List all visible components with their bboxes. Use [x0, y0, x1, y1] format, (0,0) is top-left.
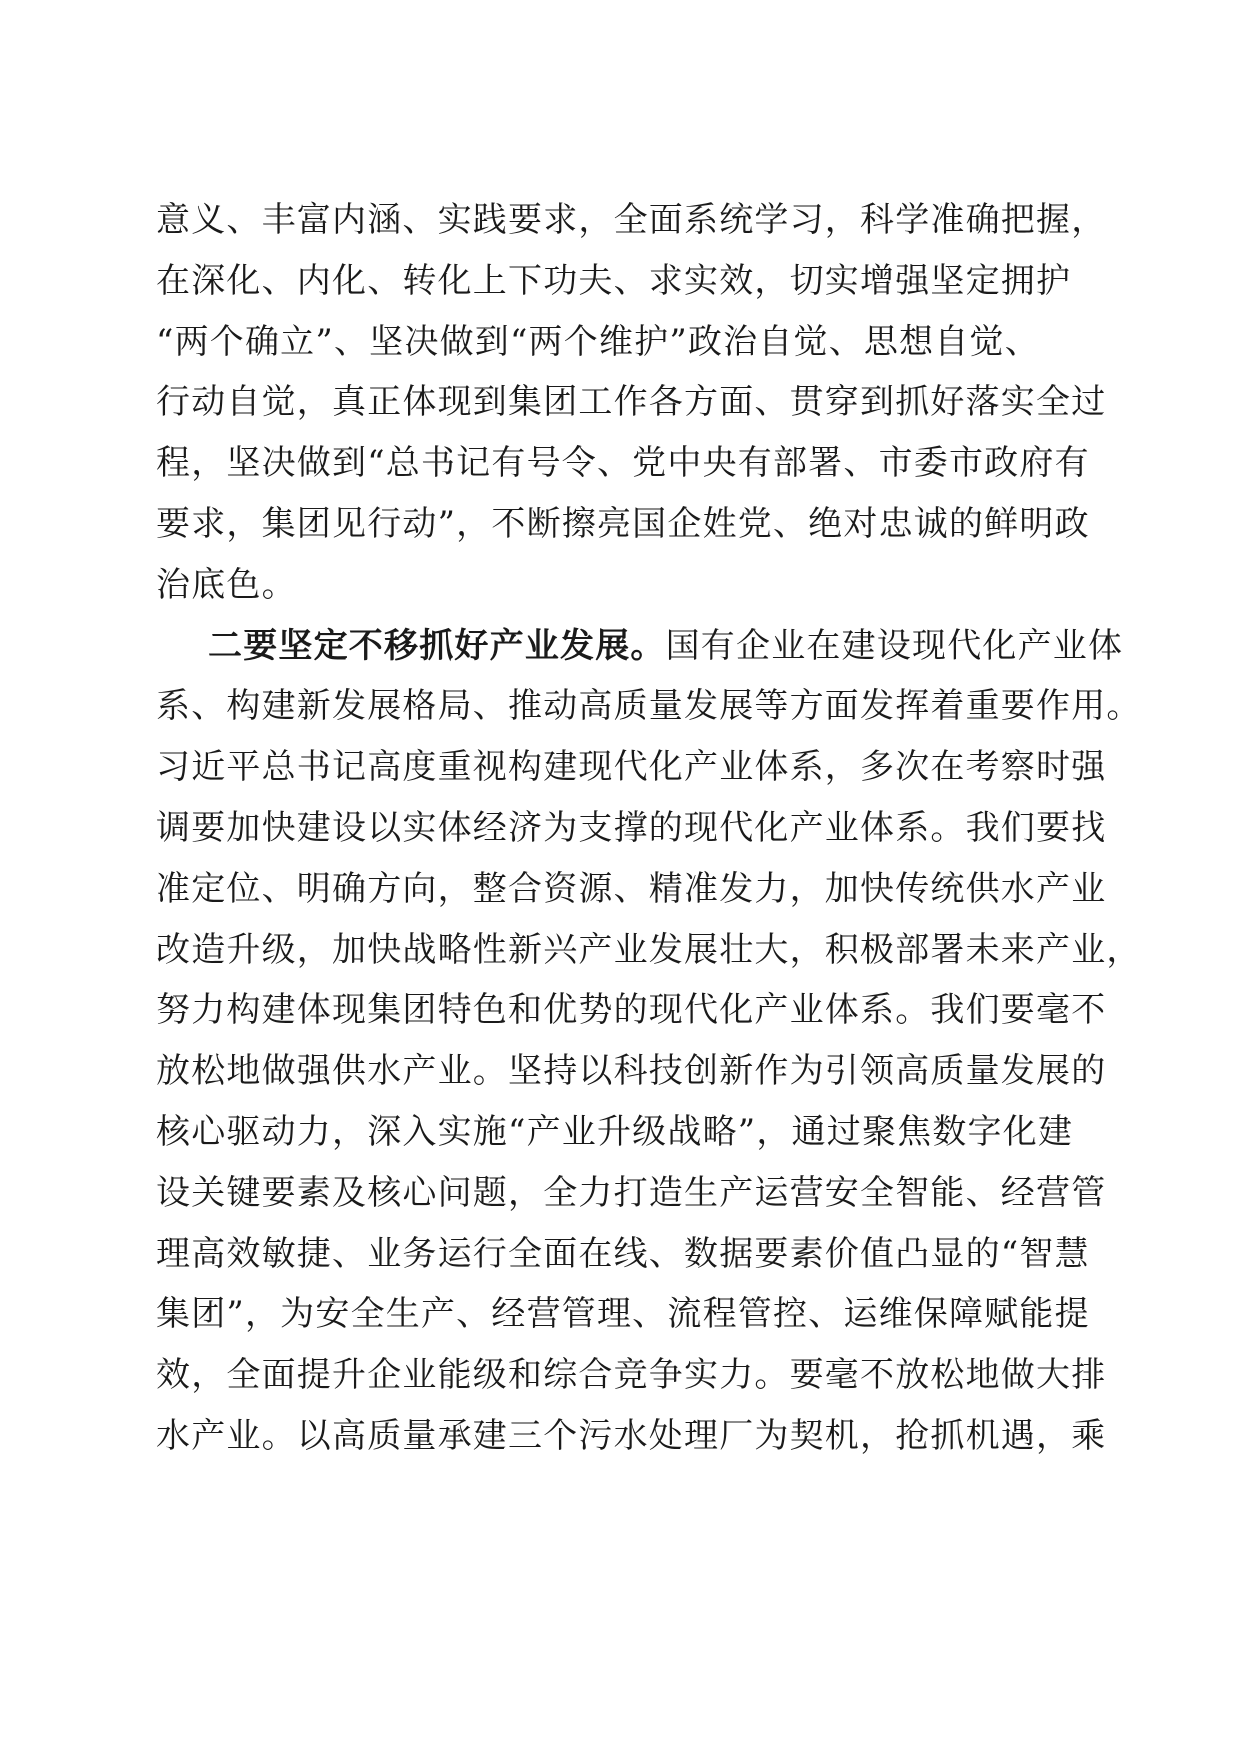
text-line: 要求，集团见行动”，不断擦亮国企姓党、绝对忠诚的鲜明政: [156, 503, 1090, 544]
text-run: 国有企业在建设现代化产业体: [665, 625, 1124, 666]
text-line: 意义、丰富内涵、实践要求，全面系统学习，科学准确把握，: [156, 200, 1107, 240]
text-line: 集团”，为安全生产、经营管理、流程管控、运维保障赋能提: [156, 1294, 1090, 1335]
text-line: 设关键要素及核心问题，全力打造生产运营安全智能、经营管: [156, 1172, 1107, 1213]
text-line: 系、构建新发展格局、推动高质量发展等方面发挥着重要作用。: [156, 686, 1142, 727]
text-line: 行动自觉，真正体现到集团工作各方面、贯穿到抓好落实全过: [156, 382, 1107, 423]
section-heading: 二要坚定不移抓好产业发展。: [208, 625, 666, 666]
text-line: 核心驱动力，深入实施“产业升级战略”，通过聚焦数字化建: [156, 1111, 1074, 1152]
document-body: [156, 190, 1142, 1467]
text-line: 努力构建体现集团特色和优势的现代化产业体系。我们要毫不: [156, 990, 1107, 1031]
paragraph-2: [156, 616, 1142, 1467]
text-line: “两个确立”、坚决做到“两个维护”政治自觉、思想自觉、: [156, 321, 1040, 362]
paragraph-2-first-line: [156, 616, 1124, 677]
text-line: 效，全面提升企业能级和综合竞争实力。要毫不放松地做大排: [156, 1355, 1107, 1396]
text-line: 准定位、明确方向，整合资源、精准发力，加快传统供水产业: [156, 868, 1107, 909]
text-line: 在深化、内化、转化上下功夫、求实效，切实增强坚定拥护: [156, 260, 1072, 301]
text-line: 程，坚决做到“总书记有号令、党中央有部署、市委市政府有: [156, 443, 1090, 484]
text-line: 习近平总书记高度重视构建现代化产业体系，多次在考察时强: [156, 747, 1107, 788]
text-line: 理高效敏捷、业务运行全面在线、数据要素价值凸显的“智慧: [156, 1233, 1090, 1274]
text-line: 调要加快建设以实体经济为支撑的现代化产业体系。我们要找: [156, 807, 1107, 848]
text-line: 改造升级，加快战略性新兴产业发展壮大，积极部署未来产业，: [156, 929, 1142, 970]
paragraph-1: [156, 190, 1107, 616]
text-line: 放松地做强供水产业。坚持以科技创新作为引领高质量发展的: [156, 1051, 1107, 1092]
text-line: 治底色。: [156, 564, 297, 605]
text-line: 水产业。以高质量承建三个污水处理厂为契机，抢抓机遇，乘: [156, 1415, 1107, 1456]
